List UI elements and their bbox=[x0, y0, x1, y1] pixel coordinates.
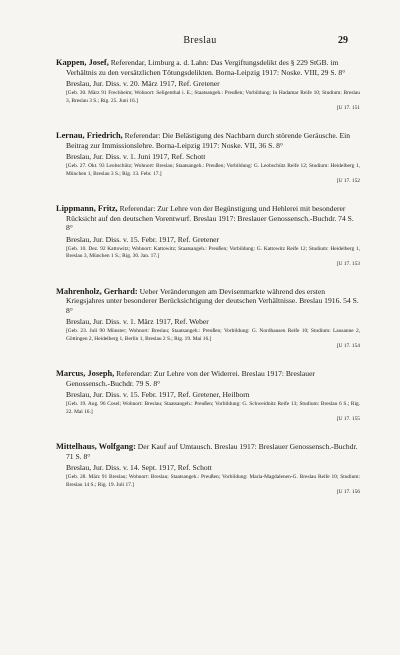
author-name: Mittelhaus, Wolfgang: bbox=[56, 442, 136, 452]
dissertation-entry bbox=[56, 58, 360, 112]
biographical-note: [Geb. 30. März 91 Frechheim; Wohnort: Seligenthal i. E.; Staatsangeh.: Preußen; Vorbildung: In Hadamar Reife 10; Studium: Breslau 3, Breslau 3 S.; Rig. 25. Juni 16.] bbox=[66, 90, 360, 104]
catalog-reference: [U 17. 151 bbox=[336, 105, 360, 111]
entry-main-text bbox=[56, 58, 360, 77]
running-title: Breslau bbox=[183, 35, 217, 46]
dissertation-entry bbox=[56, 369, 360, 423]
running-header bbox=[0, 35, 400, 49]
entry-title-text: Referendar: Zur Lehre von der Widerrei. Breslau 1917: Breslauer Genossensch.-Buchdr. 79 S. 8° bbox=[66, 369, 315, 388]
dissertation-entry bbox=[56, 204, 360, 268]
author-name: Lernau, Friedrich, bbox=[56, 131, 123, 140]
biographical-note: [Geb. 23. Juli 90 Münster; Wohnort: Breslau; Staatsangeh.: Preußen; Vorbildung: G. Nordhausen Reife 10; Studium: Lausanne 2, Göttingen 2, Heidelberg 1, Berlin 1, Breslau 2 S.; Rig. 19. Mai 16.] bbox=[66, 328, 360, 342]
catalog-reference: [U 17. 153 bbox=[336, 260, 360, 267]
dissertation-entry bbox=[56, 287, 360, 351]
author-name: Mahrenholz, Gerhard: bbox=[56, 286, 138, 296]
entry-main-text bbox=[56, 131, 360, 150]
dissertation-line: Breslau, Jur. Diss. v. 1. Juni 1917, Ref. Schott bbox=[66, 152, 206, 162]
dissertation-line: Breslau, Jur. Diss. v. 20. März 1917, Ref. Gretener bbox=[66, 79, 220, 89]
dissertation-entry bbox=[56, 442, 360, 496]
entry-main-text bbox=[56, 287, 360, 316]
catalog-reference: [U 17. 155 bbox=[336, 416, 360, 423]
dissertation-entry bbox=[56, 131, 360, 185]
author-name: Lippmann, Fritz, bbox=[56, 204, 118, 213]
biographical-note: [Geb. 27. Okt. 93 Leobschütz; Wohnort: Breslau; Staatsangeh.: Preußen; Vorbildung: G. Leobschütz Reife 12; Studium: Heidelberg 1, München 1, Breslau 3 S.; Rig. 13. Febr. 17.] bbox=[66, 163, 360, 177]
catalog-reference: [U 17. 156 bbox=[336, 489, 360, 496]
entry-title-text: Der Kauf auf Umtausch. Breslau 1917: Breslauer Genossensch.-Buchdr. 71 S. 8° bbox=[66, 442, 358, 461]
author-name: Kappen, Josef, bbox=[56, 58, 109, 67]
dissertation-line: Breslau, Jur. Diss. v. 15. Febr. 1917, Ref. Gretener, Heilborn bbox=[66, 390, 250, 400]
page-number: 29 bbox=[338, 35, 348, 46]
catalog-reference: [U 17. 154 bbox=[336, 343, 360, 350]
entry-main-text bbox=[56, 369, 360, 388]
entry-title-text: Referendar: Zur Lehre von der Begünstigung und Hehlerei mit besonderer Rücksicht auf den deutschen Vorentwurf. Breslau 1917: Breslauer Genossensch.-Buchdr. 74 S. 8° bbox=[66, 204, 354, 233]
entry-title-text: Referendar, Limburg a. d. Lahn: Das Vergiftungsdelikt des § 229 StGB. im Verhältnis zu den versätzlichen Tötungsdelikten. Borna-Leipzig 1917: Noske. VIII, 29 S. 8° bbox=[66, 58, 346, 77]
entry-list bbox=[56, 58, 360, 515]
dissertation-line: Breslau, Jur. Diss. v. 1. März 1917, Ref. Weber bbox=[66, 317, 209, 327]
catalog-reference: [U 17. 152 bbox=[336, 178, 360, 184]
dissertation-line: Breslau, Jur. Diss. v. 14. Sept. 1917, Ref. Schott bbox=[66, 463, 212, 473]
entry-main-text bbox=[56, 442, 360, 461]
biographical-note: [Geb. 28. März 91 Breslau; Wohnort: Breslau; Staatsangeh.: Preußen; Vorbildung: Maria-Magdalenen-G. Breslau Reife 10; Studium: Breslau 14 S.; Rig. 19. Juli 17.] bbox=[66, 474, 360, 488]
dissertation-line: Breslau, Jur. Diss. v. 15. Febr. 1917, Ref. Gretener bbox=[66, 234, 220, 244]
biographical-note: [Geb. 19. Aug. 96 Cosel; Wohnort: Breslau; Staatsangeh.: Preußen; Vorbildung: G. Schweidnitz Reife 13; Studium: Breslau 6 S.; Rig. 22. Mai 16.] bbox=[66, 401, 360, 415]
biographical-note: [Geb. 10. Dez. 92 Kattowitz; Wohnort: Kattowitz; Staatsangeh.: Preußen; Vorbildung: G. Kattowitz Reife 12; Studium: Heidelberg 1, Breslau 3, München 1 S.; Rig. 30. Jan. 17.] bbox=[66, 245, 360, 260]
entry-title-text: Referendar: Die Belästigung des Nachbarn durch störende Geräusche. Ein Beitrag zur Immissionslehre. Borna-Leipzig 1917: Noske. VII, 36 S. 8° bbox=[66, 131, 351, 150]
entry-main-text bbox=[56, 204, 360, 233]
entry-title-text: Ueber Veränderungen am Devisenmarkte während des ersten Kriegsjahres unter besonderer Berücksichtigung der deutschen Verhältnisse. Breslau 1916. 54 S. 8° bbox=[66, 286, 359, 315]
author-name: Marcus, Joseph, bbox=[56, 369, 115, 379]
